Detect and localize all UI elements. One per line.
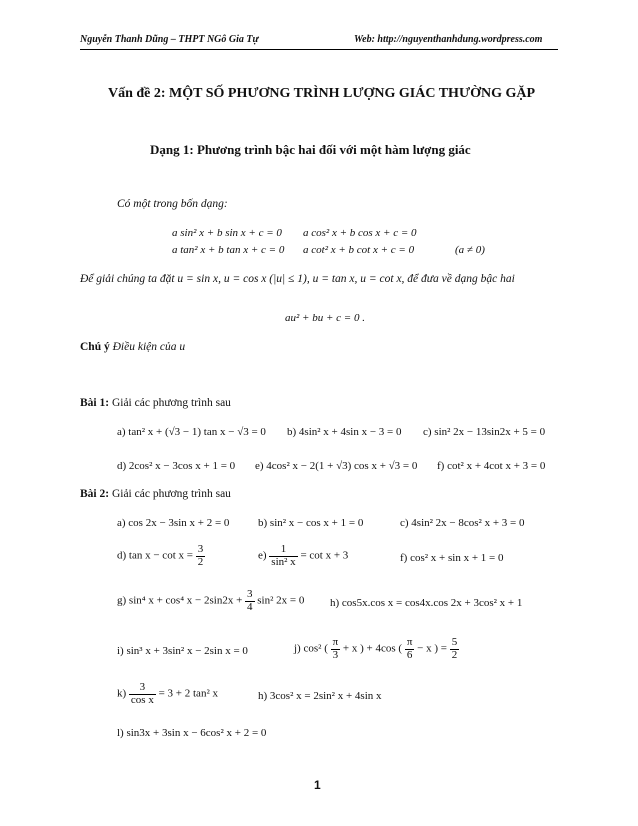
bai2-j-num-1: π <box>332 636 339 648</box>
bai2-a: a) cos 2x − 3sin x + 2 = 0 <box>117 517 230 529</box>
form-sin: a sin² x + b sin x + c = 0 <box>172 227 282 239</box>
page-title: Vấn đề 2: MỘT SỐ PHƯƠNG TRÌNH LƯỢNG GIÁC THƯỜNG GẶP <box>108 86 536 101</box>
bai1-text: Giải các phương trình sau <box>111 397 231 409</box>
bai2-d <box>117 544 205 568</box>
bai2-j-den-3: 2 <box>451 648 458 661</box>
bai1-f: f) cot² x + 4cot x + 3 = 0 <box>437 460 546 472</box>
bai1-b: b) 4sin² x + 4sin x − 3 = 0 <box>287 426 402 438</box>
bai2-h: h) cos5x.cos x = cos4x.cos 2x + 3cos² x + 1 <box>330 597 523 609</box>
bai2-g-post: sin² 2x = 0 <box>257 594 305 607</box>
bai2-k <box>117 682 218 706</box>
method-pre: Để giải chúng ta đặt <box>80 273 175 285</box>
method-post: , để đưa về dạng bậc hai <box>401 273 515 285</box>
bai2-j-mid: + x ) + 4cos ( <box>342 642 403 655</box>
intro-text: Có một trong bốn dạng: <box>117 198 228 210</box>
bai2-j-fraction-2 <box>405 637 415 661</box>
bai2-g-fraction <box>245 589 255 613</box>
bai2-d-den: 2 <box>197 555 204 568</box>
header-author: Nguyễn Thanh Dũng – THPT NGô Gia Tự <box>80 34 259 45</box>
bai2-heading <box>80 488 231 500</box>
bai2-l: l) sin3x + 3sin x − 6cos² x + 2 = 0 <box>117 727 267 739</box>
bai2-j-mid2: − x ) = <box>417 642 447 655</box>
bai2-d-fraction <box>196 544 206 568</box>
bai2-h2: h) 3cos² x = 2sin² x + 4sin x <box>258 690 382 702</box>
bai2-k-num: 3 <box>129 682 156 695</box>
form-cot: a cot² x + b cot x + c = 0 <box>303 244 415 256</box>
bai2-j-fraction-1 <box>331 637 341 661</box>
bai2-e-post: = cot x + 3 <box>300 549 349 562</box>
note-label: Chú ý <box>80 341 110 353</box>
header-web: Web: http://nguyenthanhdung.wordpress.com <box>354 34 543 45</box>
bai1-e: e) 4cos² x − 2(1 + √3) cos x + √3 = 0 <box>255 460 418 472</box>
bai2-k-pre: k) <box>117 687 127 700</box>
page-subtitle: Dạng 1: Phương trình bậc hai đối với một hàm lượng giác <box>150 142 471 157</box>
bai2-d-num: 3 <box>197 543 204 555</box>
note-text: Điều kiện của u <box>112 341 186 353</box>
bai2-c: c) 4sin² 2x − 8cos² x + 3 = 0 <box>400 517 525 529</box>
bai2-e-den: sin² x <box>271 555 296 568</box>
bai2-f: f) cos² x + sin x + 1 = 0 <box>400 552 504 564</box>
bai1-a: a) tan² x + (√3 − 1) tan x − √3 = 0 <box>117 426 266 438</box>
bai2-j-num-3: 5 <box>451 636 458 648</box>
bai2-e-pre: e) <box>258 549 267 562</box>
bai2-g-pre: g) sin⁴ x + cos⁴ x − 2sin2x + <box>117 594 243 607</box>
bai2-j-den-2: 6 <box>406 648 413 661</box>
method-substitution: u = sin x, u = cos x (|u| ≤ 1), u = tan x, u = cot x <box>177 273 402 285</box>
bai1-d: d) 2cos² x − 3cos x + 1 = 0 <box>117 460 236 472</box>
bai2-e-fraction <box>269 544 297 568</box>
bai2-j-num-2: π <box>406 636 413 648</box>
bai2-k-den: cos x <box>130 693 154 706</box>
bai2-g-num: 3 <box>247 588 253 600</box>
bai2-e-num: 1 <box>269 544 297 557</box>
bai2-text: Giải các phương trình sau <box>111 488 231 500</box>
page-number: 1 <box>314 778 321 792</box>
note <box>80 341 185 353</box>
form-tan: a tan² x + b tan x + c = 0 <box>172 244 285 256</box>
bai1-label: Bài 1: <box>80 397 110 409</box>
bai1-heading <box>80 397 231 409</box>
bai2-e <box>258 544 348 568</box>
bai2-j-den-1: 3 <box>332 648 339 661</box>
bai1-c: c) sin² 2x − 13sin2x + 5 = 0 <box>423 426 546 438</box>
bai2-j-fraction-3 <box>450 637 460 661</box>
bai2-label: Bài 2: <box>80 488 110 500</box>
method-line <box>80 273 515 285</box>
bai2-g-den: 4 <box>247 600 253 613</box>
header-rule <box>80 49 558 50</box>
quadratic-form: au² + bu + c = 0 . <box>285 312 365 324</box>
bai2-k-post: = 3 + 2 tan² x <box>158 687 218 700</box>
bai2-g <box>117 589 304 613</box>
bai2-j-pre: j) cos² <box>294 642 322 655</box>
bai2-b: b) sin² x − cos x + 1 = 0 <box>258 517 364 529</box>
form-condition: (a ≠ 0) <box>455 244 485 256</box>
bai2-j: j) cos² ( $\frac{\pi}{3}$ + x ) + 4cos ( $\frac{\pi}{6}$ − x ) = $\frac{5}{2}$ <box>294 636 458 661</box>
form-cos: a cos² x + b cos x + c = 0 <box>303 227 417 239</box>
bai2-k-fraction <box>129 682 156 706</box>
bai2-i: i) sin³ x + 3sin² x − 2sin x = 0 <box>117 645 248 657</box>
bai2-d-pre: d) tan x − cot x = <box>117 549 193 562</box>
